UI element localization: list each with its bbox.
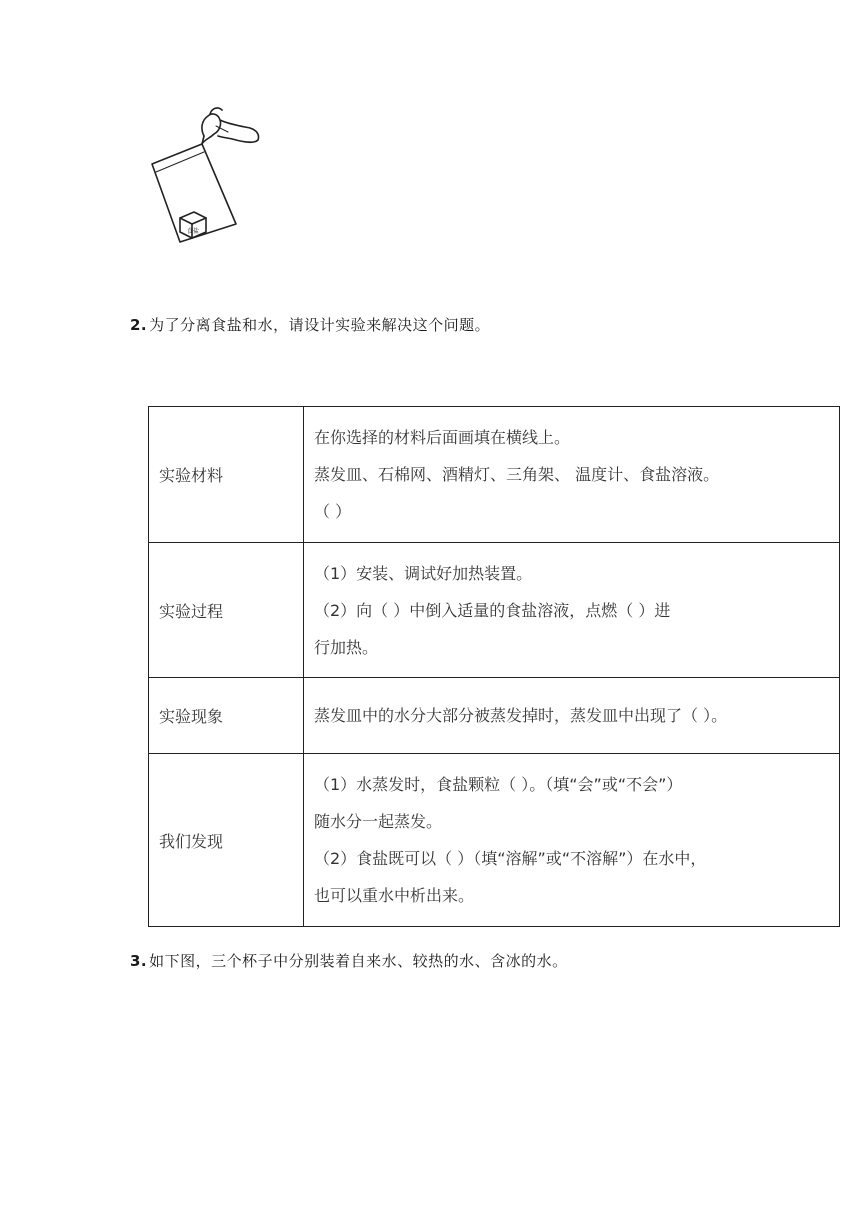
findings-line-1[interactable]: （1）水蒸发时，食盐颗粒（ ）。（填“会”或“不会”） [314,775,683,794]
hand-outline [202,108,259,144]
process-line-1: （1）安装、调试好加热装置。 [314,563,533,583]
row-content-findings [304,754,840,927]
question-3-text: 如下图，三个杯子中分别装着自来水、较热的水、含冰的水。 [149,952,568,970]
row-content-materials [304,407,840,543]
question-2-text: 为了分离食盐和水，请设计实验来解决这个问题。 [149,316,491,334]
row-content-process [304,543,840,678]
cube-label: 食盐 [187,228,200,235]
findings-line-4: 也可以重水中析出来。 [314,886,475,905]
materials-answer-blank[interactable]: （ ） [314,502,352,521]
table-row-process [149,543,840,678]
table-row-materials [149,407,840,543]
process-line-2[interactable]: （2）向（ ）中倒入适量的食盐溶液，点燃（ ）进 [314,600,671,620]
row-label-phenomenon: 实验现象 [149,678,304,754]
table-row-phenomenon [149,678,840,754]
row-label-process: 实验过程 [149,543,304,678]
findings-line-3[interactable]: （2）食盐既可以（ ）（填“溶解”或“不溶解”）在水中， [314,849,707,868]
row-label-findings: 我们发现 [149,754,304,927]
findings-line-2: 随水分一起蒸发。 [314,812,443,831]
question-3-number: 3. [130,952,148,970]
table-row-findings [149,754,840,927]
question-2-number: 2. [130,316,148,334]
question-3 [130,950,568,971]
materials-line-1: 在你选择的材料后面画填在横线上。 [314,428,571,447]
phenomenon-line-1[interactable]: 蒸发皿中的水分大部分被蒸发掉时，蒸发皿中出现了（ ）。 [314,706,728,725]
experiment-table [148,406,840,927]
materials-line-2: 蒸发皿、石棉网、酒精灯、三角架、 温度计、食盐溶液。 [314,465,720,484]
question-2 [130,314,490,335]
salt-bag-illustration [140,106,265,248]
row-content-phenomenon [304,678,840,754]
row-label-materials: 实验材料 [149,407,304,543]
process-line-3: 行加热。 [314,637,379,657]
